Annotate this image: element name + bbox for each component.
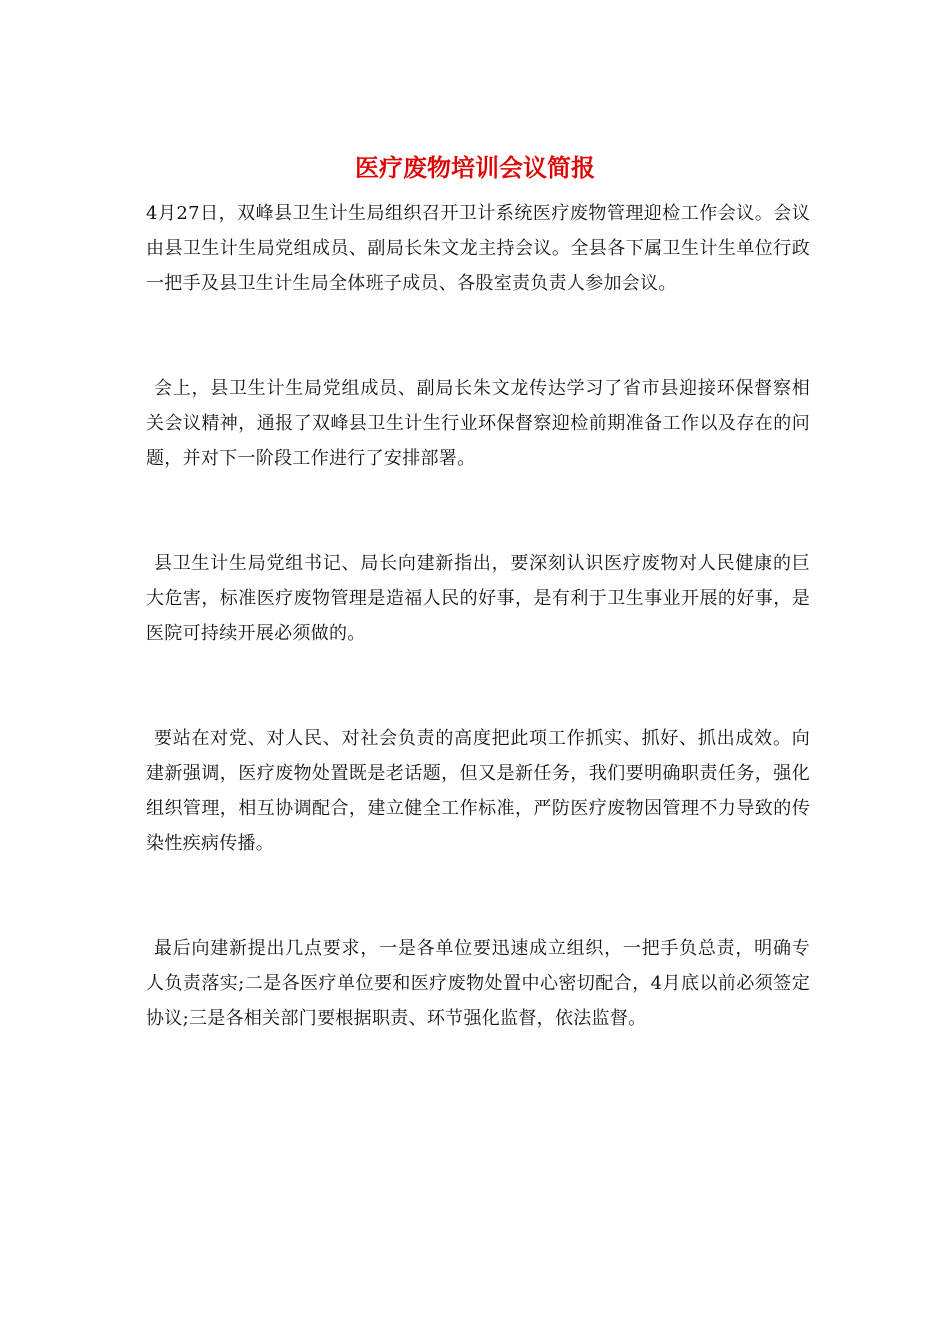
paragraph-3: 县卫生计生局党组书记、局长向建新指出，要深刻认识医疗废物对人民健康的巨大危害，标准医疗废物管理是造福人民的好事，是有利于卫生事业开展的好事，是医院可持续开展必须做的。 <box>146 553 810 644</box>
paragraph-1: 4月27日，双峰县卫生计生局组织召开卫计系统医疗废物管理迎检工作会议。会议由县卫生计生局党组成员、副局长朱文龙主持会议。全县各下属卫生计生单位行政一把手及县卫生计生局全体班子成员、各股室责负责人参加会议。 <box>146 203 810 294</box>
paragraph-spacer <box>146 651 810 721</box>
paragraph-2: 会上，县卫生计生局党组成员、副局长朱文龙传达学习了省市县迎接环保督察相关会议精神，通报了双峰县卫生计生行业环保督察迎检前期准备工作以及存在的问题，并对下一阶段工作进行了安排部署。 <box>146 378 810 469</box>
paragraph-spacer <box>146 861 810 931</box>
paragraph-5: 最后向建新提出几点要求，一是各单位要迅速成立组织，一把手负总责，明确专人负责落实;二是各医疗单位要和医疗废物处置中心密切配合，4月底以前必须签定协议;三是各相关部门要根据职责、环节强化监督，依法监督。 <box>146 938 810 1029</box>
document-body <box>146 196 810 1036</box>
paragraph-4: 要站在对党、对人民、对社会负责的高度把此项工作抓实、抓好、抓出成效。向建新强调，医疗废物处置既是老话题，但又是新任务，我们要明确职责任务，强化组织管理，相互协调配合，建立健全工作标准，严防医疗废物因管理不力导致的传染性疾病传播。 <box>146 728 810 854</box>
paragraph-spacer <box>146 301 810 371</box>
paragraph-spacer <box>146 476 810 546</box>
document-title: 医疗废物培训会议简报 <box>355 153 595 182</box>
